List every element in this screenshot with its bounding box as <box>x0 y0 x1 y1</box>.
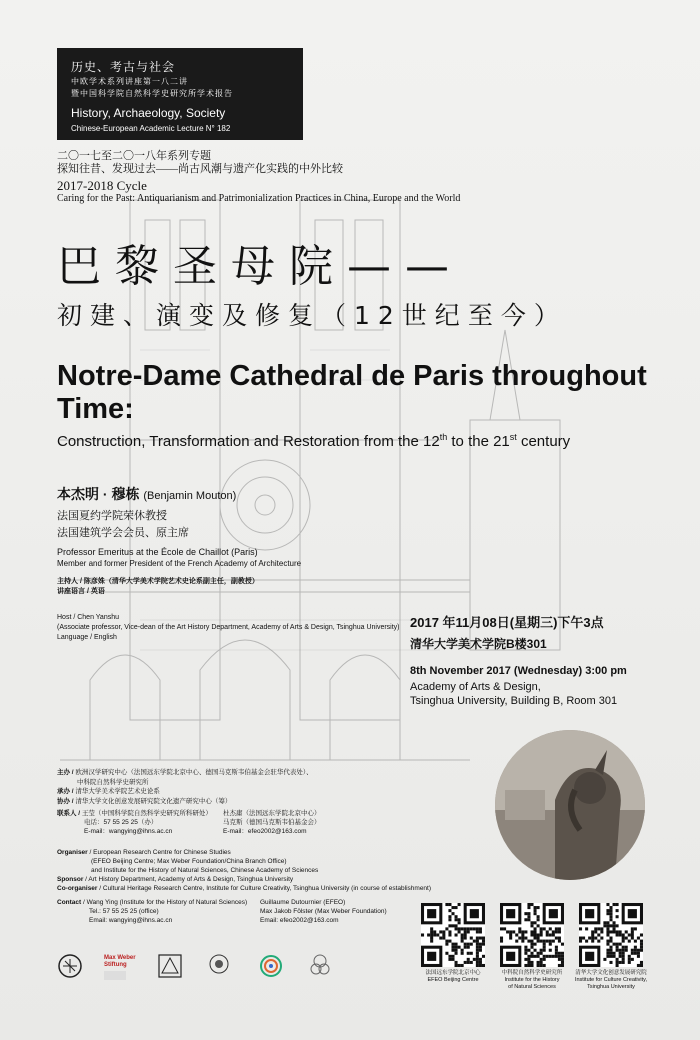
speaker-name: 本杰明 · 穆栋 (Benjamin Mouton) <box>57 486 237 502</box>
qr-code-efeo[interactable] <box>421 903 485 967</box>
organizers-cn: 主办 / 欧洲汉学研究中心（法国远东学院北京中心、德国马克斯韦伯基金会驻华代表处）、 中科院自然科学史研究所 承办 / 清华大学美术学院艺术史论系 协办 / 清华大学文化创意发展研究院文化遗产研究中心（筹） <box>57 769 313 805</box>
cycle-theme-en: Caring for the Past: Antiquarianism and Patrimonialization Practices in China, Europe and the World <box>57 193 461 204</box>
organizers-en: Organiser / European Research Centre for Chinese Studies (EFEO Beijing Centre; Max Weber Foundation/China Branch Office) and Institute for the History of Natural Sciences, Chinese Academy of Sciences Sponsor / Art History Department, Academy of Arts & Design, Tsinghua University Co-organiser / Cultural Heritage Research Centre, Institute for Culture Creativity, Tsinghua University (in course of establishment) <box>57 849 432 892</box>
subtitle-cn: 初建、演变及修复（12世纪至今） <box>57 301 567 330</box>
series-line1-cn: 中欧学术系列讲座第一八二讲 <box>71 77 188 86</box>
tsinghua-art-logo <box>258 953 284 979</box>
qr-caption-tsinghua: 清华大学文化创意发展研究院 Institute for Culture Creativity, Tsinghua University <box>574 970 648 990</box>
series-line2-cn: 暨中国科学院自然科学史研究所学术报告 <box>71 89 233 98</box>
host-en: Host / Chen Yanshu <box>57 614 120 621</box>
series-title-cn: 历史、考古与社会 <box>71 60 176 74</box>
lecture-number: Chinese-European Academic Lecture N° 182 <box>71 124 231 133</box>
cycle-year-en: 2017-2018 Cycle <box>57 178 147 193</box>
culture-creativity-logo <box>309 953 331 979</box>
subtitle-en: Construction, Transformation and Restoration from the 12th to the 21st century <box>57 432 571 450</box>
language-en: Language / English <box>57 634 117 641</box>
ihns-logo <box>208 953 230 975</box>
event-venue-en-1: Academy of Arts & Design, <box>410 681 541 693</box>
efeo-logo <box>57 953 83 979</box>
speaker-title-cn-2: 法国建筑学会会员、原主席 <box>57 527 189 539</box>
qr-caption-efeo: 法国远东学院北京中心 EFEO Beijing Centre <box>425 970 481 983</box>
speaker-block <box>57 484 301 568</box>
series-box <box>57 48 303 140</box>
series-title-en: History, Archaeology, Society <box>71 106 226 120</box>
ercccs-logo <box>157 953 183 979</box>
gargoyle-photo <box>495 730 645 880</box>
host-block <box>57 577 400 643</box>
speaker-title-en-2: Member and former President of the French Academy of Architecture <box>57 559 302 568</box>
speaker-title-cn-1: 法国夏约学院荣休教授 <box>57 510 167 522</box>
qr-code-ihns[interactable] <box>500 903 564 967</box>
event-block <box>410 612 627 707</box>
cycle-theme-cn: 探知往昔、发现过去——尚古风潮与遗产化实践的中外比较 <box>57 163 343 175</box>
host-affiliation-en: (Associate professor, Vice-dean of the Art History Department, Academy of Arts & Design, Tsinghua University) <box>57 624 400 631</box>
max-weber-logo: Max Weber Stiftung <box>104 955 136 980</box>
event-venue-cn: 清华大学美术学院B楼301 <box>410 637 547 651</box>
host-cn: 主持人 / 陈彦姝（清华大学美术学院艺术史论系副主任，副教授） <box>57 578 259 585</box>
language-cn: 讲座语言 / 英语 <box>57 588 105 595</box>
poster: 历史、考古与社会 中欧学术系列讲座第一八二讲 暨中国科学院自然科学史研究所学术报告 History, Archaeology, Society Chinese-European Academic Lecture N° 182 二〇一七至二〇一八年系列专题 探知往昔、发现过去——尚古风潮与遗产化实践的中外比较 2017-2018 Cycle Caring for the Past: Antiquarianism and Patrimonialization Practices in China, Europe and the World 巴黎圣母院—— 初建、演变及修复（12世纪至今） Notre-Dame Cathedral de Paris throughout Time: Construction, Transformation and Restoration from the 12th to the 21st century 本杰明 · 穆栋 (Benjamin Mouton) 法国夏约学院荣休教授 法国建筑学会会员、原主席 Professor Emeritus at the École de Chaillot (Paris) Member and former President of the French Academy of Architecture 主持人 / 陈彦姝（清华大学美术学院艺术史论系副主任，副教授） 讲座语言 / 英语 Host / Chen Yanshu (Associate professor, Vice-dean of the Art History Department, Academy of Arts & Design, Tsinghua University) Language / English 2017 年11月08日(星期三)下午3点 清华大学美术学院B楼301 8th November 2017 (Wednesday) 3:00 pm Academy of Arts & Design, Tsinghua University, Building B, Room 301 主办 / 欧洲汉学研究中心（法国远东学院北京中心、德国马克斯韦伯基金会驻华代表处）、 中科院自然科学史研究所 承办 / 清华大学美术学院艺术史论系 协办 / 清华大学文化创意发展研究院文化遗产研究中心（筹） 联系人 / 王莹（中国科学院自然科学史研究所科研处） 电话：57 55 25 25（办） E-mail：wangying@ihns.ac.cn 杜杰庸（法国远东学院北京中心） 马克斯（德国马克斯韦伯基金会） E-mail：efeo2002@163.com Organiser / European Research Centre for Chinese Studies (EFEO Beijing Centre; Max Weber Foundation/China Branch Office) and Institute for the History of Natural Sciences, Chinese Academy of Sciences Sponsor / Art History Department, Academy of Arts & Design, Tsinghua University Co-organiser / Cultural Heritage Research Centre, Institute for Culture Creativity, Tsinghua University (in course of establishment) Contact / Wang Ying (Institute for the History of Natural Sciences) Tel.: 57 55 25 25 (office) Email: wangying@ihns.ac.cn Guillaume Dutournier (EFEO) Max Jakob Fölster (Max Weber Foundation) Email: efeo2002@163.com 法国远东学院北京中心 EFEO Beijing Centre 中科院自然科学史研究所 Institute for the History of Natural Sciences 清华大学文化创意发展研究院 Institute for Culture Creativity, Tsinghua University Max Weber Stiftung <box>0 0 700 1040</box>
title-cn: 巴黎圣母院—— <box>57 241 463 292</box>
cycle-cn: 二〇一七至二〇一八年系列专题 <box>57 150 211 162</box>
speaker-title-en-1: Professor Emeritus at the École de Chaillot (Paris) <box>57 547 258 557</box>
qr-caption-ihns: 中科院自然科学史研究所 Institute for the History of Natural Sciences <box>501 970 563 990</box>
title-en: Notre-Dame Cathedral de Paris throughout Time: <box>57 360 647 425</box>
event-date-en: 8th November 2017 (Wednesday) 3:00 pm <box>410 665 627 677</box>
qr-code-tsinghua[interactable] <box>579 903 643 967</box>
event-venue-en-2: Tsinghua University, Building B, Room 301 <box>410 695 618 707</box>
event-date-cn: 2017 年11月08日(星期三)下午3点 <box>410 615 604 630</box>
